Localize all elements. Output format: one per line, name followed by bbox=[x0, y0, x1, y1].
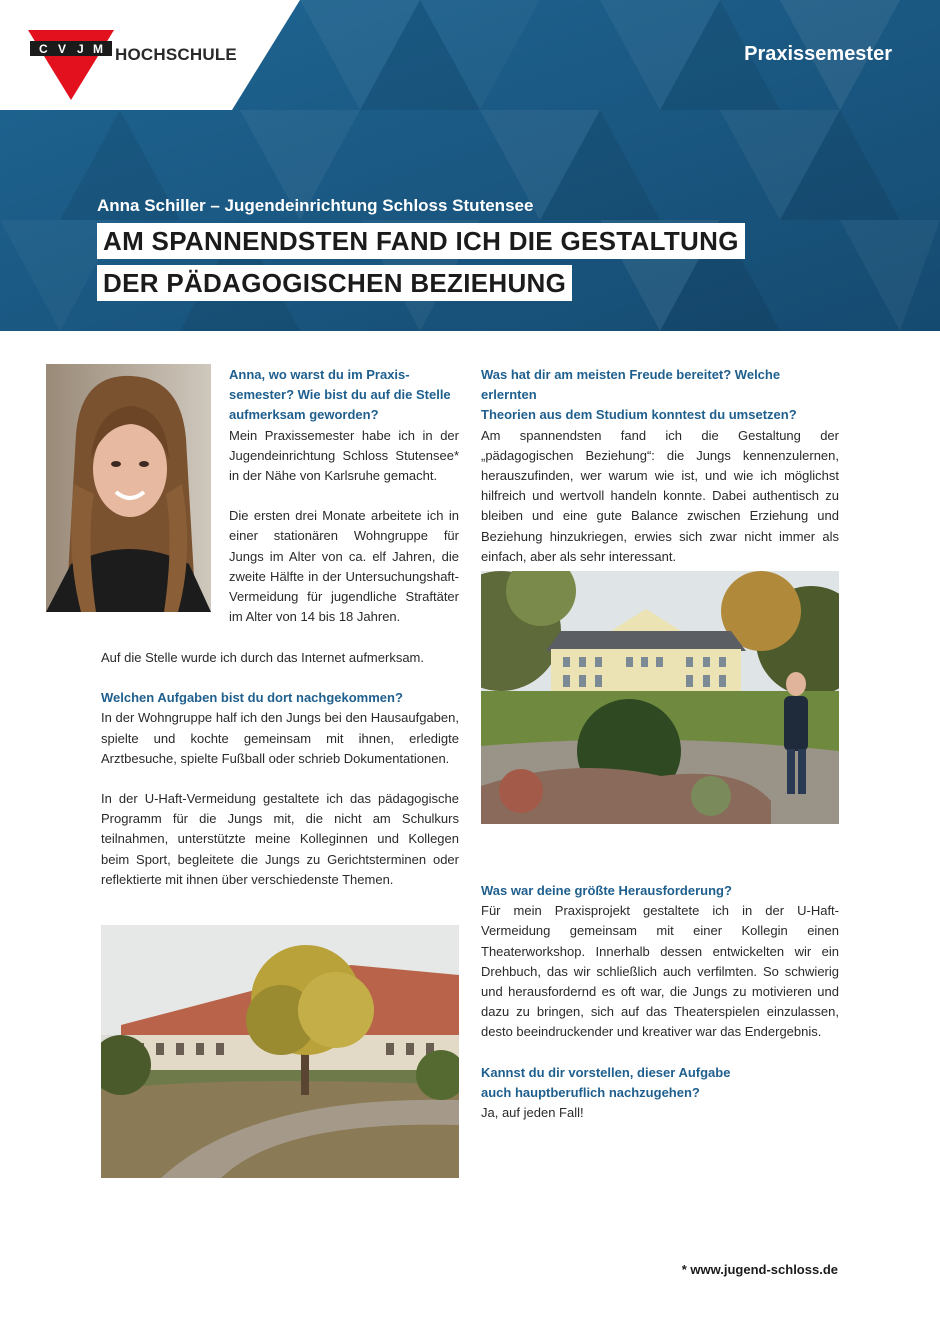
footer-website-link[interactable]: * www.jugend-schloss.de bbox=[681, 1262, 838, 1277]
question-5-line-2: auch hauptberuflich nachzugehen? bbox=[481, 1084, 700, 1100]
answer-3: Am spannendsten fand ich die Gestaltung der „pädagogischen Beziehung“: die Jungs kennenzulernen, herauszufinden, wer warum wie ist, und wie ich möglichst hilfreich und wertvoll handeln konnte. Dabei authentisch zu bleiben und eine gute Balance zwischen Erziehung und Beziehung hinzukriegen, erwies sich zwar nicht immer als einfach, aber als sehr interessant. bbox=[481, 427, 839, 564]
headline-line-2: DER PÄDAGOGISCHEN BEZIEHUNG bbox=[97, 265, 572, 301]
answer-1-part-3: Auf die Stelle wurde ich durch das Internet aufmerksam. bbox=[101, 650, 424, 665]
logo-letter-j: J bbox=[77, 42, 84, 56]
question-4: Was war deine größte Herausforderung? bbox=[481, 883, 732, 898]
logo-letter-c: C bbox=[39, 42, 48, 56]
answer-2-part-2: In der U-Haft-Vermeidung gestaltete ich das pädagogische Programm für die Jungs mit, die nicht am Schulkurs teilnahmen, unterstützte meine Kolleginnen und Kollegen beim Sport, begleitete die Jungs zu Gerichtsterminen oder reflektierte mit ihnen über verschiedenste Themen. bbox=[101, 791, 459, 887]
answer-5: Ja, auf jeden Fall! bbox=[481, 1105, 584, 1121]
question-1-line-2: semester? Wie bist du auf die Stelle bbox=[229, 387, 451, 403]
question-3-line-1: Was hat dir am meisten Freude bereitet? Welche erlernten bbox=[481, 367, 781, 403]
answer-4: Für mein Praxisprojekt gestaltete ich in der U-Haft-Vermeidung gemeinsam mit einer Kollegin einen Theaterworkshop. Innerhalb dessen entwickelten wir ein Drehbuch, das wir schließlich auch verfilmten. So schwierig und herausfordernd es oft war, die Jungs zu motivieren und dazu zu bringen, sich auf das Theaterspielen einzulassen, desto beeindruckender und kreativer war das Endergebnis. bbox=[481, 903, 839, 1040]
cvjm-logo bbox=[28, 30, 114, 100]
logo-letter-v: V bbox=[58, 42, 67, 56]
header-banner bbox=[0, 0, 940, 331]
left-column-bottom bbox=[101, 648, 459, 890]
castle-photo bbox=[481, 571, 839, 824]
portrait-photo bbox=[46, 364, 211, 612]
article-subtitle: Anna Schiller – Jugendeinrichtung Schloss Stutensee bbox=[97, 196, 534, 215]
question-3-line-2: Theorien aus dem Studium konntest du umsetzen? bbox=[481, 407, 797, 423]
question-1-line-3: aufmerksam geworden? bbox=[229, 407, 379, 423]
right-column-bottom bbox=[481, 881, 839, 1123]
logo-wordmark: HOCHSCHULE bbox=[115, 45, 237, 64]
answer-1-part-2: Die ersten drei Monate arbeitete ich in einer stationären Wohngruppe für Jungs im Alter von ca. elf Jahren, die zweite Hälfte in der Untersuchungshaft-Vermeidung für jugendliche Straftäter im Alter von 14 bis 18 Jahren. bbox=[229, 508, 459, 625]
question-1-line-1: Anna, wo warst du im Praxis- bbox=[229, 367, 410, 382]
building-photo bbox=[101, 925, 459, 1178]
headline-line-1: AM SPANNENDSTEN FAND ICH DIE GESTALTUNG bbox=[97, 223, 745, 259]
left-column-top bbox=[229, 365, 459, 627]
question-1 bbox=[229, 365, 459, 426]
logo-letter-m: M bbox=[93, 42, 103, 56]
question-3 bbox=[481, 365, 839, 426]
right-column-top bbox=[481, 365, 839, 567]
section-label: Praxissemester bbox=[744, 43, 892, 65]
article-headline bbox=[97, 223, 745, 307]
answer-2-part-1: In der Wohngruppe half ich den Jungs bei den Hausaufgaben, spielte und kochte gemeinsam mit ihnen, erledigte Arztbesuche, spielte Fußball oder schrieb Dokumentationen. bbox=[101, 710, 459, 766]
question-5-line-1: Kannst du dir vorstellen, dieser Aufgabe bbox=[481, 1064, 731, 1080]
question-5 bbox=[481, 1063, 839, 1103]
answer-1-part-1: Mein Praxissemester habe ich in der Jugendeinrichtung Schloss Stutensee* in der Nähe von Karlsruhe gemacht. bbox=[229, 427, 459, 484]
question-2: Welchen Aufgaben bist du dort nachgekommen? bbox=[101, 690, 403, 706]
